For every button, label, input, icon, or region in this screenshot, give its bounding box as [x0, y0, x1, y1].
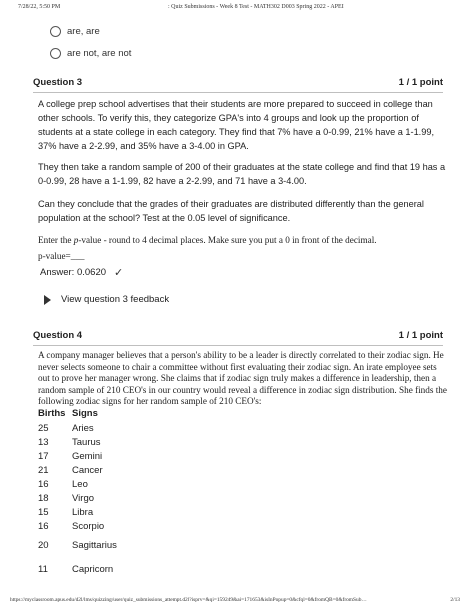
- view-feedback-link[interactable]: [44, 294, 169, 305]
- print-url: https://myclassroom.apus.edu/d2l/lms/quizzing/user/quiz_submissions_attempt.d2l?isprv=&qi=159249&ai=171653&isInPopup=0&cfql=0&fromQB=0&fromSub…: [10, 597, 367, 603]
- choice-label: are, are: [67, 26, 100, 37]
- choice-label: are not, are not: [67, 48, 132, 59]
- signs-header: Signs: [72, 408, 98, 419]
- question-3-paragraph-2: They then take a random sample of 200 of their graduates at the state college and find that 19 has a 0-0.99, 28 have a 1-1.99, 82 have a 2-2.99, and 71 have a 3-4.00.: [38, 162, 446, 186]
- question-3-instructions: Enter the p-value - round to 4 decimal places. Make sure you put a 0 in front of the decimal.: [38, 235, 377, 245]
- print-footer: [10, 597, 460, 607]
- question-divider: [33, 92, 443, 93]
- checkmark-icon: ✓: [114, 267, 124, 279]
- radio-button[interactable]: [50, 48, 61, 59]
- question-divider: [33, 345, 443, 346]
- question-3-paragraph-3: Can they conclude that the grades of their graduates are distributed differently than the general population at the school? Test at the 0.05 level of significance.: [38, 199, 424, 223]
- question-4-paragraph: A company manager believes that a person's ability to be a leader is directly correlated to their zodiac sign. He never selects someone to chair a committee without first evaluating their zodiac sign. An irate employee sets out to prove her manager wrong. She claims that if zodiac sign truly makes a difference in leadership, then a random sample of 210 CEO's in our country would reveal a difference in zodiac sign distribution. She finds the following zodiac signs for her random sample of 210 CEO's:: [38, 350, 447, 407]
- radio-button[interactable]: [50, 26, 61, 37]
- question-score: 1 / 1 point: [398, 77, 443, 88]
- print-datetime: 7/28/22, 5:50 PM: [18, 4, 61, 10]
- question-title: Question 3: [33, 77, 83, 88]
- answer-text: Answer: 0.0620: [40, 267, 107, 278]
- question-3-paragraph-1: A college prep school advertises that their students are more prepared to succeed in college than other schools. To verify this, they categorize GPA's into 4 groups and look up the proportion of students at a state college in each category. They find that 7% have a 0-0.99, 21% have a 1-1.99, 37% have a 2-2.99, and 35% have a 3-4.00 in GPA.: [38, 99, 434, 151]
- question-3-header: [33, 77, 443, 91]
- feedback-link-label[interactable]: View question 3 feedback: [61, 294, 170, 305]
- expand-triangle-icon: [44, 295, 51, 305]
- question-3-answer: [40, 266, 123, 279]
- pvalue-prompt: p-value=___: [38, 251, 85, 261]
- births-header: Births: [38, 408, 66, 419]
- question-title: Question 4: [33, 330, 83, 341]
- answer-choice-are-not[interactable]: [50, 48, 131, 59]
- page-number: 2/13: [450, 597, 460, 603]
- print-header: [18, 4, 456, 16]
- question-score: 1 / 1 point: [398, 330, 443, 341]
- question-4-header: [33, 330, 443, 344]
- print-page-title: : Quiz Submissions - Week 8 Test - MATH302 D003 Spring 2022 - APEI: [168, 4, 344, 10]
- answer-choice-are-are[interactable]: [50, 26, 100, 37]
- signs-table-header: [38, 408, 98, 419]
